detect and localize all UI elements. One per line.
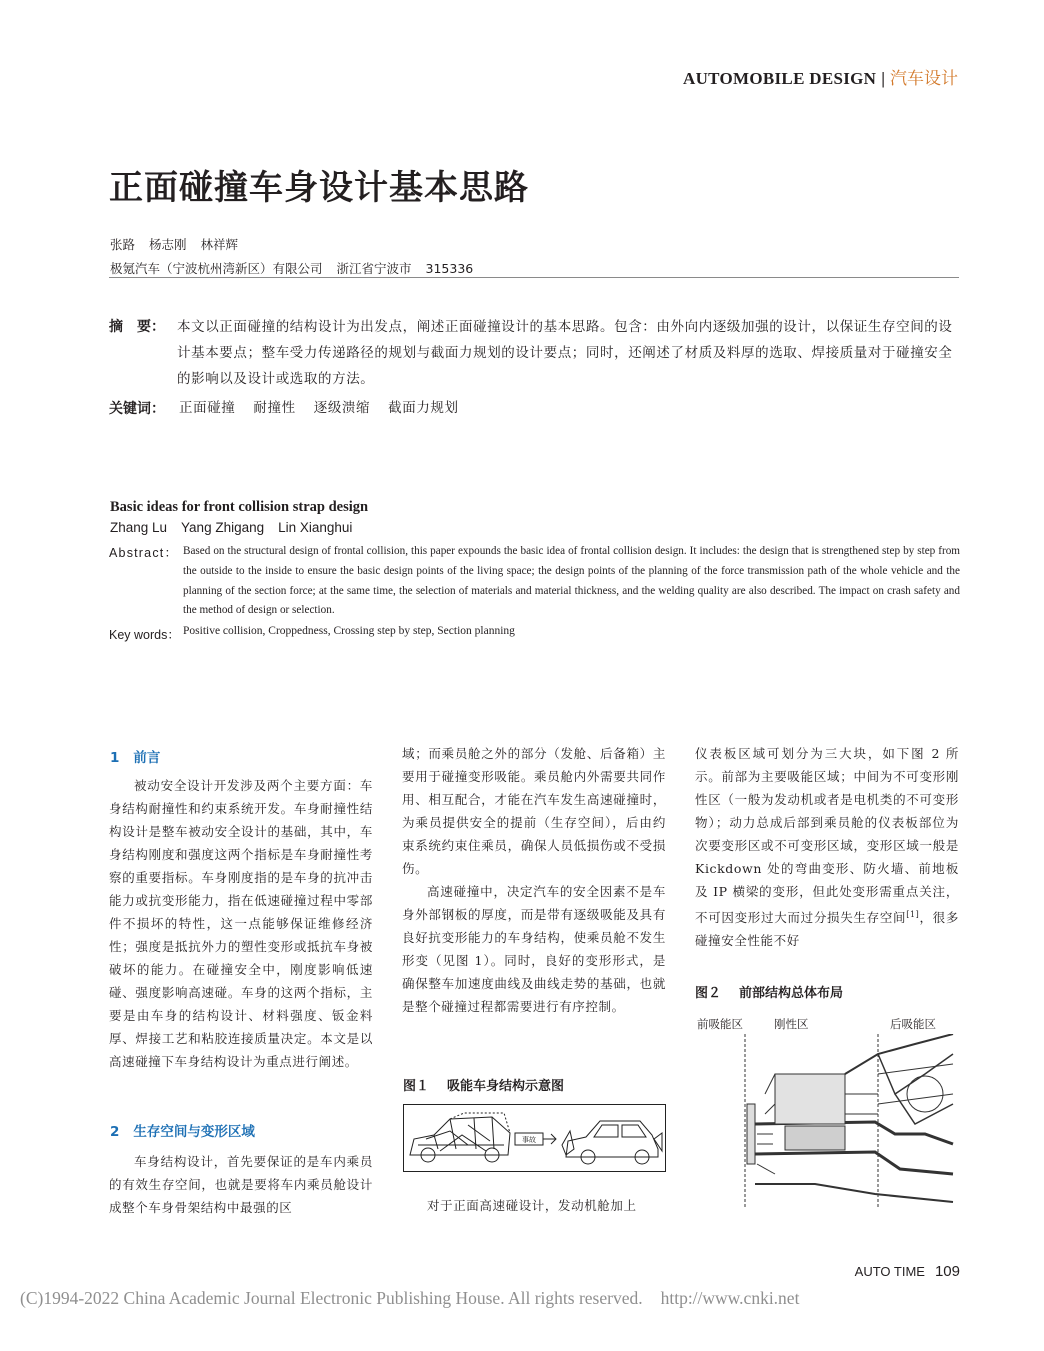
copyright-text: (C)1994-2022 China Academic Journal Electronic Publishing House. All rights reserved.: [20, 1288, 643, 1308]
author-name: 张路: [110, 237, 136, 252]
figure-number: 图２: [695, 986, 722, 1001]
zone-label-rear: 后吸能区: [890, 1017, 936, 1031]
column-2-body: [402, 742, 666, 1018]
paragraph: 域；而乘员舱之外的部分（发舱、后备箱）主要用于碰撞变形吸能。乘员舱内外需要共同作用、相互配合，才能在汽车发生高速碰撞时，为乘员提供安全的提前（生存空间），后由约束系统约束住乘员，确保人员低损伤或不受损伤。: [402, 746, 666, 876]
english-title: Basic ideas for front collision strap design: [110, 499, 369, 515]
paragraph: [695, 742, 959, 952]
car-body-diagram: [404, 1105, 665, 1171]
english-author: Zhang Lu: [110, 520, 168, 535]
figure-title: 吸能车身结构示意图: [447, 1079, 565, 1094]
figure-1-image: [403, 1104, 666, 1172]
copyright-watermark: [20, 1288, 799, 1309]
affiliation-postcode: 315336: [425, 261, 474, 276]
copyright-url: http://www.cnki.net: [660, 1288, 800, 1308]
article-title: 正面碰撞车身设计基本思路: [109, 168, 529, 208]
author-name: 林祥辉: [200, 237, 239, 252]
english-author: Lin Xianghui: [278, 520, 353, 535]
keyword: 正面碰撞: [179, 400, 236, 416]
figure-number: 图１: [403, 1079, 430, 1094]
figure-2-caption: [695, 982, 843, 1001]
section-heading-1: [110, 746, 160, 766]
keyword: 截面力规划: [388, 400, 459, 416]
paragraph: 被动安全设计开发涉及两个主要方面：车身结构耐撞性和约束系统开发。车身耐撞性结构设计是整车被动安全设计的基础，其中，车身结构刚度和强度这两个指标是车身耐撞性考察的重要指标。车身刚度指的是车身的抗冲击能力或抗变形能力，指在低速碰撞过程中零部件不损坏的特性，这一点能够保证维修经济性；强度是抵抗外力的塑性变形或抵抗车身被破坏的能力。在碰撞安全中，刚度影响低速碰、强度影响高速碰。车身的这两个指标，主要是由车身的结构设计、材料强度、钣金料厚、焊接工艺和粘胶连接质量决定。本文是以高速碰撞下车身结构设计为重点进行阐述。: [109, 778, 373, 1069]
keyword: 耐撞性: [253, 400, 296, 416]
abstract-text: 本文以正面碰撞的结构设计为出发点，阐述正面碰撞设计的基本思路。包含：由外向内逐级加强的设计，以保证生存空间的设计基本要点；整车受力传递路径的规划与截面力规划的设计要点；同时，还阐述了材质及料厚的选取、焊接质量对于碰撞安全的影响以及设计或选取的方法。: [177, 319, 953, 387]
affiliation: [110, 259, 487, 277]
column-1-body: [109, 774, 373, 1073]
citation-ref: [1]: [906, 910, 920, 919]
paragraph-text: ，很多碰撞安全性能不好: [695, 910, 959, 949]
column-2-continuation: [402, 1194, 666, 1217]
section-number: 1: [110, 750, 120, 766]
figure-arrow-label: 事故: [522, 1136, 536, 1144]
figure-2-image: [695, 1034, 958, 1208]
paragraph-text: 仪表板区域可划分为三大块，如下图 2 所示。前部为主要吸能区域；中间为不可变形刚性区（一般为发动机或者是电机类的不可变形物）；动力总成后部到乘员舱的仪表板部位为次要变形区或不可变形区域，变形区域一般是 Kickdown 处的弯曲变形、防火墙、前地板及 IP 横梁的变形，但此处变形需重点关注，不可因变形过大而过分损失生存空间: [695, 746, 959, 926]
paragraph: 对于正面高速碰设计，发动机舱加上: [427, 1198, 637, 1213]
figure-1-caption: [403, 1075, 564, 1094]
journal-name-en: AUTOMOBILE DESIGN: [683, 69, 877, 88]
section-title: 前言: [133, 750, 161, 766]
keyword: 逐级溃缩: [313, 400, 371, 416]
english-abstract-text: Based on the structural design of frontal collision, this paper expounds the basic idea of frontal collision design. It includes: the design that is strengthened step by step from the outside to the inside to ensure the basic design points of the living space; the design points of the planning of the force transmission path of the whole vehicle and the planning of the section force; at the same time, the selection of materials and material thickness, and the welding quality are also described. The impact on crash safety and the method of design or selection.: [183, 545, 960, 617]
column-3-body: [695, 742, 959, 952]
author-list: [110, 235, 252, 253]
section-heading-2: [110, 1120, 255, 1140]
zone-label-front: 前吸能区: [697, 1017, 743, 1031]
english-author: Yang Zhigang: [181, 520, 265, 535]
journal-header: [683, 64, 958, 89]
english-keywords: Positive collision, Croppedness, Crossing step by step, Section planning: [183, 625, 515, 637]
paragraph: 高速碰撞中，决定汽车的安全因素不是车身外部钢板的厚度，而是带有逐级吸能及具有良好抗变形能力的车身结构，使乘员舱不发生形变（见图 1）。同时，良好的变形形式，是确保整车加速度曲线及曲线走势的基础，也就是整个碰撞过程都需要进行有序控制。: [402, 884, 666, 1014]
column-1-section-2-body: [109, 1150, 373, 1219]
english-abstract-label: Abstract：: [109, 546, 179, 560]
journal-name-cn: 汽车设计: [890, 69, 958, 89]
title-divider: [109, 277, 959, 278]
keywords-list: [179, 396, 477, 416]
section-number: 2: [110, 1124, 120, 1140]
english-author-list: [110, 520, 366, 535]
section-title: 生存空间与变形区域: [133, 1124, 255, 1140]
keywords-label: 关键词：: [109, 401, 165, 417]
zone-label-rigid: 刚性区: [774, 1017, 809, 1031]
footer-journal: AUTO TIME: [854, 1264, 925, 1279]
header-separator: |: [881, 69, 885, 88]
figure-title: 前部结构总体布局: [739, 986, 844, 1001]
affiliation-city: 浙江省宁波市: [336, 261, 412, 276]
abstract-label: 摘 要：: [109, 319, 165, 335]
affiliation-company: 极氪汽车（宁波杭州湾新区）有限公司: [110, 261, 323, 276]
author-name: 杨志刚: [149, 237, 187, 252]
english-keywords-label: Key words：: [109, 628, 180, 642]
paragraph: 车身结构设计，首先要保证的是车内乘员的有效生存空间，也就是要将车内乘员舱设计成整个车身骨架结构中最强的区: [109, 1154, 373, 1215]
page-footer: [855, 1263, 960, 1280]
page-number: 109: [934, 1263, 960, 1280]
front-structure-diagram: [695, 1034, 958, 1208]
